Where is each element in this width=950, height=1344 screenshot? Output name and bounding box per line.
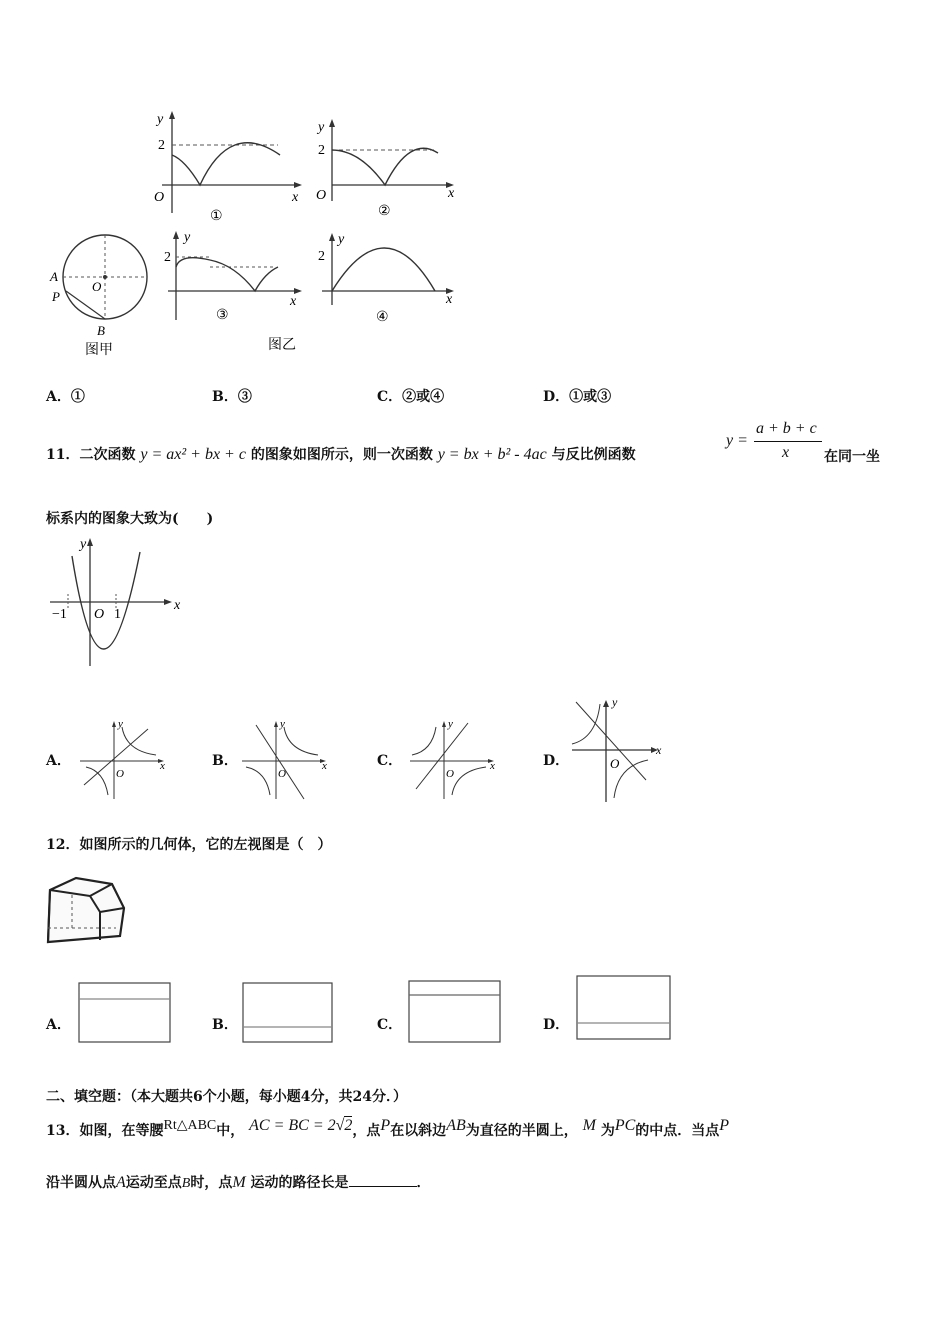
graph-3 [164, 230, 302, 323]
q13-equation: AC = BC = 2√2 [249, 1117, 353, 1134]
g3-y-label: y [184, 230, 191, 245]
q13-line1: 13．如图，在等腰Rt△ABC中， AC = BC = 2√2，点P在以斜边AB为直径的半圆上， M 为PC的中点．当点P [46, 1117, 730, 1139]
q12-option-b-view[interactable] [242, 982, 334, 1044]
svg-text:y: y [612, 695, 618, 709]
g1-origin-label: O [154, 190, 165, 205]
q11-question-line2: 标系内的图象大致为( ) [46, 511, 214, 527]
q12-option-c-view[interactable] [408, 980, 502, 1044]
g2-x-label: x [448, 186, 455, 201]
figure-yi-caption: 图乙 [268, 338, 296, 353]
svg-text:y: y [448, 718, 453, 730]
q12-question: 12．如图所示的几何体，它的左视图是（ ） [46, 837, 332, 853]
q12-option-d-label[interactable]: D． [543, 1017, 570, 1033]
g4-two-label: 2 [318, 249, 325, 264]
svg-text:x: x [322, 760, 327, 772]
q11-parabola-graph [46, 534, 196, 674]
g2-y-label: y [318, 120, 325, 135]
q12-option-a-view[interactable] [78, 982, 172, 1044]
q13-triangle-label: Rt△ABC [163, 1118, 217, 1133]
q10-option-d[interactable]: D．①或③ [543, 389, 612, 405]
svg-text:x: x [656, 743, 662, 757]
q11-graph-one: 1 [114, 607, 121, 622]
q11-option-d-graph[interactable] [570, 694, 670, 806]
q11-option-c-graph[interactable] [408, 715, 500, 803]
q11-option-b-graph[interactable] [240, 715, 332, 803]
svg-text:x: x [490, 760, 495, 772]
svg-text:O: O [446, 768, 454, 780]
graph-4 [318, 232, 454, 325]
q12-solid-figure [44, 872, 136, 952]
circle-figure [49, 235, 147, 358]
q13-line2: 沿半圆从点A运动至点B时，点M 运动的路径长是 ． [46, 1174, 431, 1191]
q11-graph-y-label: y [80, 537, 87, 552]
q11-graph-neg1: −1 [52, 607, 67, 622]
g3-x-label: x [290, 294, 297, 309]
q11-option-a-label[interactable]: A． [46, 753, 71, 769]
q11-linear: y = bx + b² - 4ac [437, 446, 547, 463]
svg-text:O: O [116, 768, 124, 780]
g1-y-label: y [157, 112, 164, 127]
q11-quadratic: y = ax² + bx + c [140, 446, 246, 463]
q11-option-b-label[interactable]: B． [212, 753, 238, 769]
circle-label-p: P [52, 289, 60, 304]
q10-option-b[interactable]: B．③ [212, 389, 252, 405]
g3-number: ③ [216, 308, 229, 323]
circle-label-a: A [50, 269, 58, 284]
g4-y-label: y [338, 232, 345, 247]
q10-option-a[interactable]: A．① [46, 389, 85, 405]
section-2-heading: 二、填空题：（本大题共6个小题，每小题4分，共24分．） [46, 1089, 407, 1105]
svg-text:O: O [278, 768, 286, 780]
q11-graph-x-label: x [174, 598, 181, 613]
circle-caption: 图甲 [85, 343, 113, 358]
svg-text:x: x [160, 760, 165, 772]
g1-two-label: 2 [158, 138, 165, 153]
q12-option-d-view[interactable] [576, 975, 672, 1041]
q11-graph-origin: O [94, 607, 105, 622]
g1-number: ① [210, 209, 223, 224]
circle-label-b: B [97, 323, 105, 338]
q11-option-a-graph[interactable] [78, 715, 170, 803]
g4-number: ④ [376, 310, 389, 325]
svg-text:y: y [280, 718, 285, 730]
q11-number: 11． [46, 447, 80, 463]
svg-text:O: O [610, 756, 620, 771]
q13-answer-blank[interactable] [349, 1174, 417, 1187]
g3-two-label: 2 [164, 250, 171, 265]
g4-x-label: x [446, 292, 453, 307]
circle-label-o: O [92, 279, 102, 294]
g1-x-label: x [292, 190, 299, 205]
q11-question-line1: 11．二次函数 y = ax² + bx + c 的图象如图所示，则一次函数 y = bx + b² - 4ac 与反比例函数 [46, 446, 636, 463]
g2-two-label: 2 [318, 143, 325, 158]
q10-figure [40, 105, 470, 365]
q11-option-d-label[interactable]: D． [543, 753, 570, 769]
graph-2 [316, 119, 455, 219]
q11-option-c-label[interactable]: C． [377, 753, 403, 769]
graph-1 [154, 111, 302, 224]
g2-origin-label: O [316, 188, 327, 203]
q12-option-a-label[interactable]: A． [46, 1017, 71, 1033]
q11-line1-end: 在同一坐 [824, 449, 880, 465]
svg-text:y: y [118, 718, 123, 730]
q12-option-b-label[interactable]: B． [212, 1017, 238, 1033]
q10-option-c[interactable]: C．②或④ [377, 389, 445, 405]
q12-option-c-label[interactable]: C． [377, 1017, 403, 1033]
g2-number: ② [378, 204, 391, 219]
